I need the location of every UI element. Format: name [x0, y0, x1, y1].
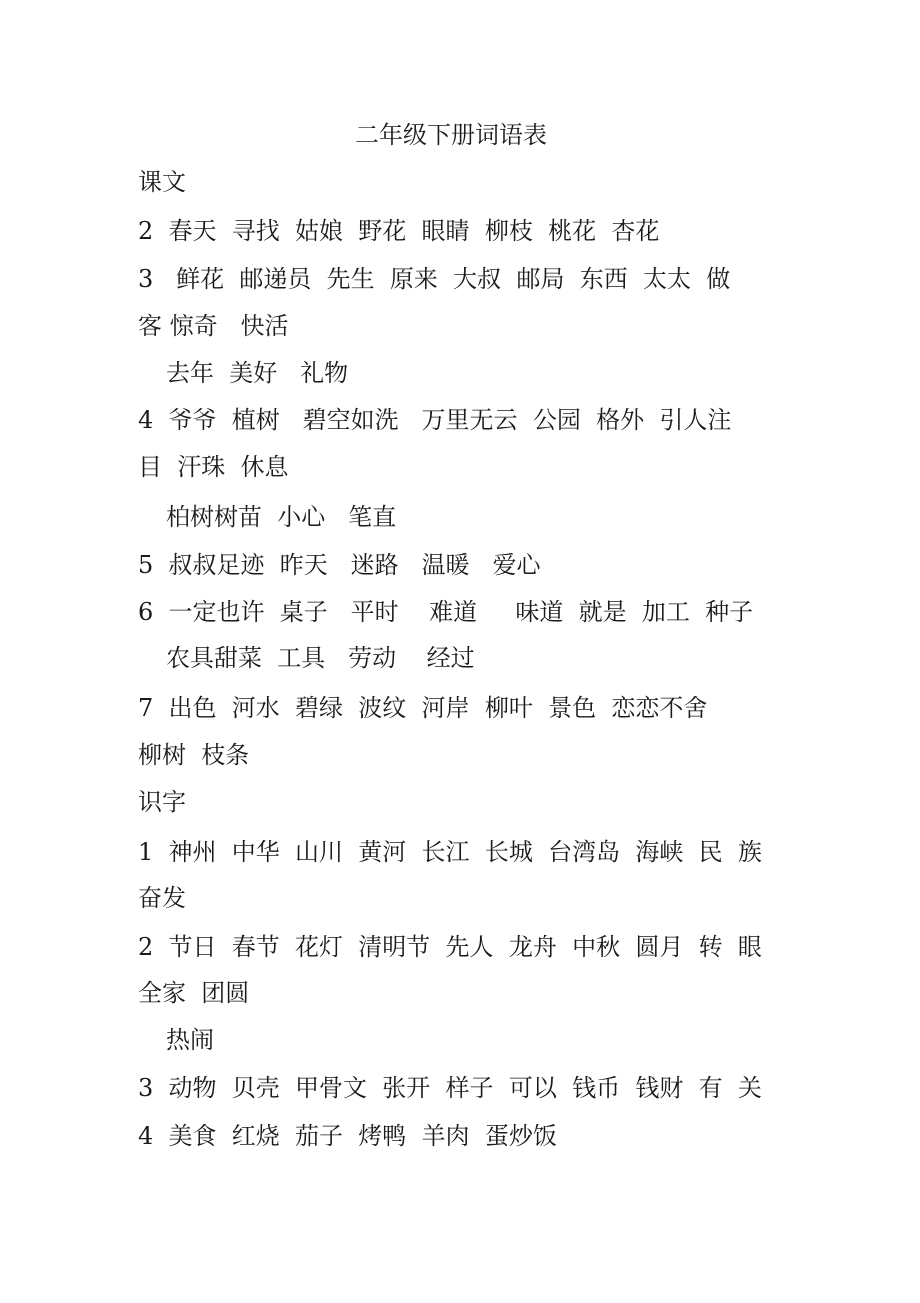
- vocab-line-literacy-2-cont: 全家 团圆: [138, 979, 250, 1007]
- vocab-line-lesson-6: 6 一定也许 桌子 平时 难道 味道 就是 加工 种子: [138, 598, 754, 626]
- vocab-line-lesson-3-cont: 客 惊奇 快活: [138, 312, 289, 340]
- vocab-line-literacy-2-cont2: 热闹: [166, 1026, 214, 1054]
- vocab-line-lesson-5: 5 叔叔足迹 昨天 迷路 温暖 爱心: [138, 551, 541, 579]
- vocab-line-lesson-3: 3 鲜花 邮递员 先生 原来 大叔 邮局 东西 太太 做: [138, 265, 731, 293]
- vocab-line-lesson-4-cont2: 柏树树苗 小心 笔直: [166, 503, 397, 531]
- vocab-line-literacy-4: 4 美食 红烧 茄子 烤鸭 羊肉 蛋炒饭: [138, 1122, 557, 1150]
- vocab-line-literacy-1: 1 神州 中华 山川 黄河 长江 长城 台湾岛 海峡 民 族: [138, 838, 762, 866]
- page-title: 二年级下册词语表: [355, 121, 547, 149]
- vocab-line-lesson-4-cont: 目 汗珠 休息: [138, 453, 289, 481]
- vocab-line-lesson-7-cont: 柳树 枝条: [138, 741, 250, 769]
- vocab-line-lesson-3-cont2: 去年 美好 礼物: [166, 359, 349, 387]
- vocab-line-literacy-3: 3 动物 贝壳 甲骨文 张开 样子 可以 钱币 钱财 有 关: [138, 1074, 762, 1102]
- section-heading-literacy: 识字: [138, 788, 186, 816]
- section-heading-texts: 课文: [138, 168, 186, 196]
- vocab-line-lesson-7: 7 出色 河水 碧绿 波纹 河岸 柳叶 景色 恋恋不舍: [138, 694, 708, 722]
- vocab-line-literacy-1-cont: 奋发: [138, 884, 186, 912]
- vocab-line-lesson-6-cont: 农具甜菜 工具 劳动 经过: [166, 644, 475, 672]
- vocab-line-literacy-2: 2 节日 春节 花灯 清明节 先人 龙舟 中秋 圆月 转 眼: [138, 933, 762, 961]
- vocab-line-lesson-4: 4 爷爷 植树 碧空如洗 万里无云 公园 格外 引人注: [138, 406, 732, 434]
- vocab-line-lesson-2: 2 春天 寻找 姑娘 野花 眼睛 柳枝 桃花 杏花: [138, 217, 660, 245]
